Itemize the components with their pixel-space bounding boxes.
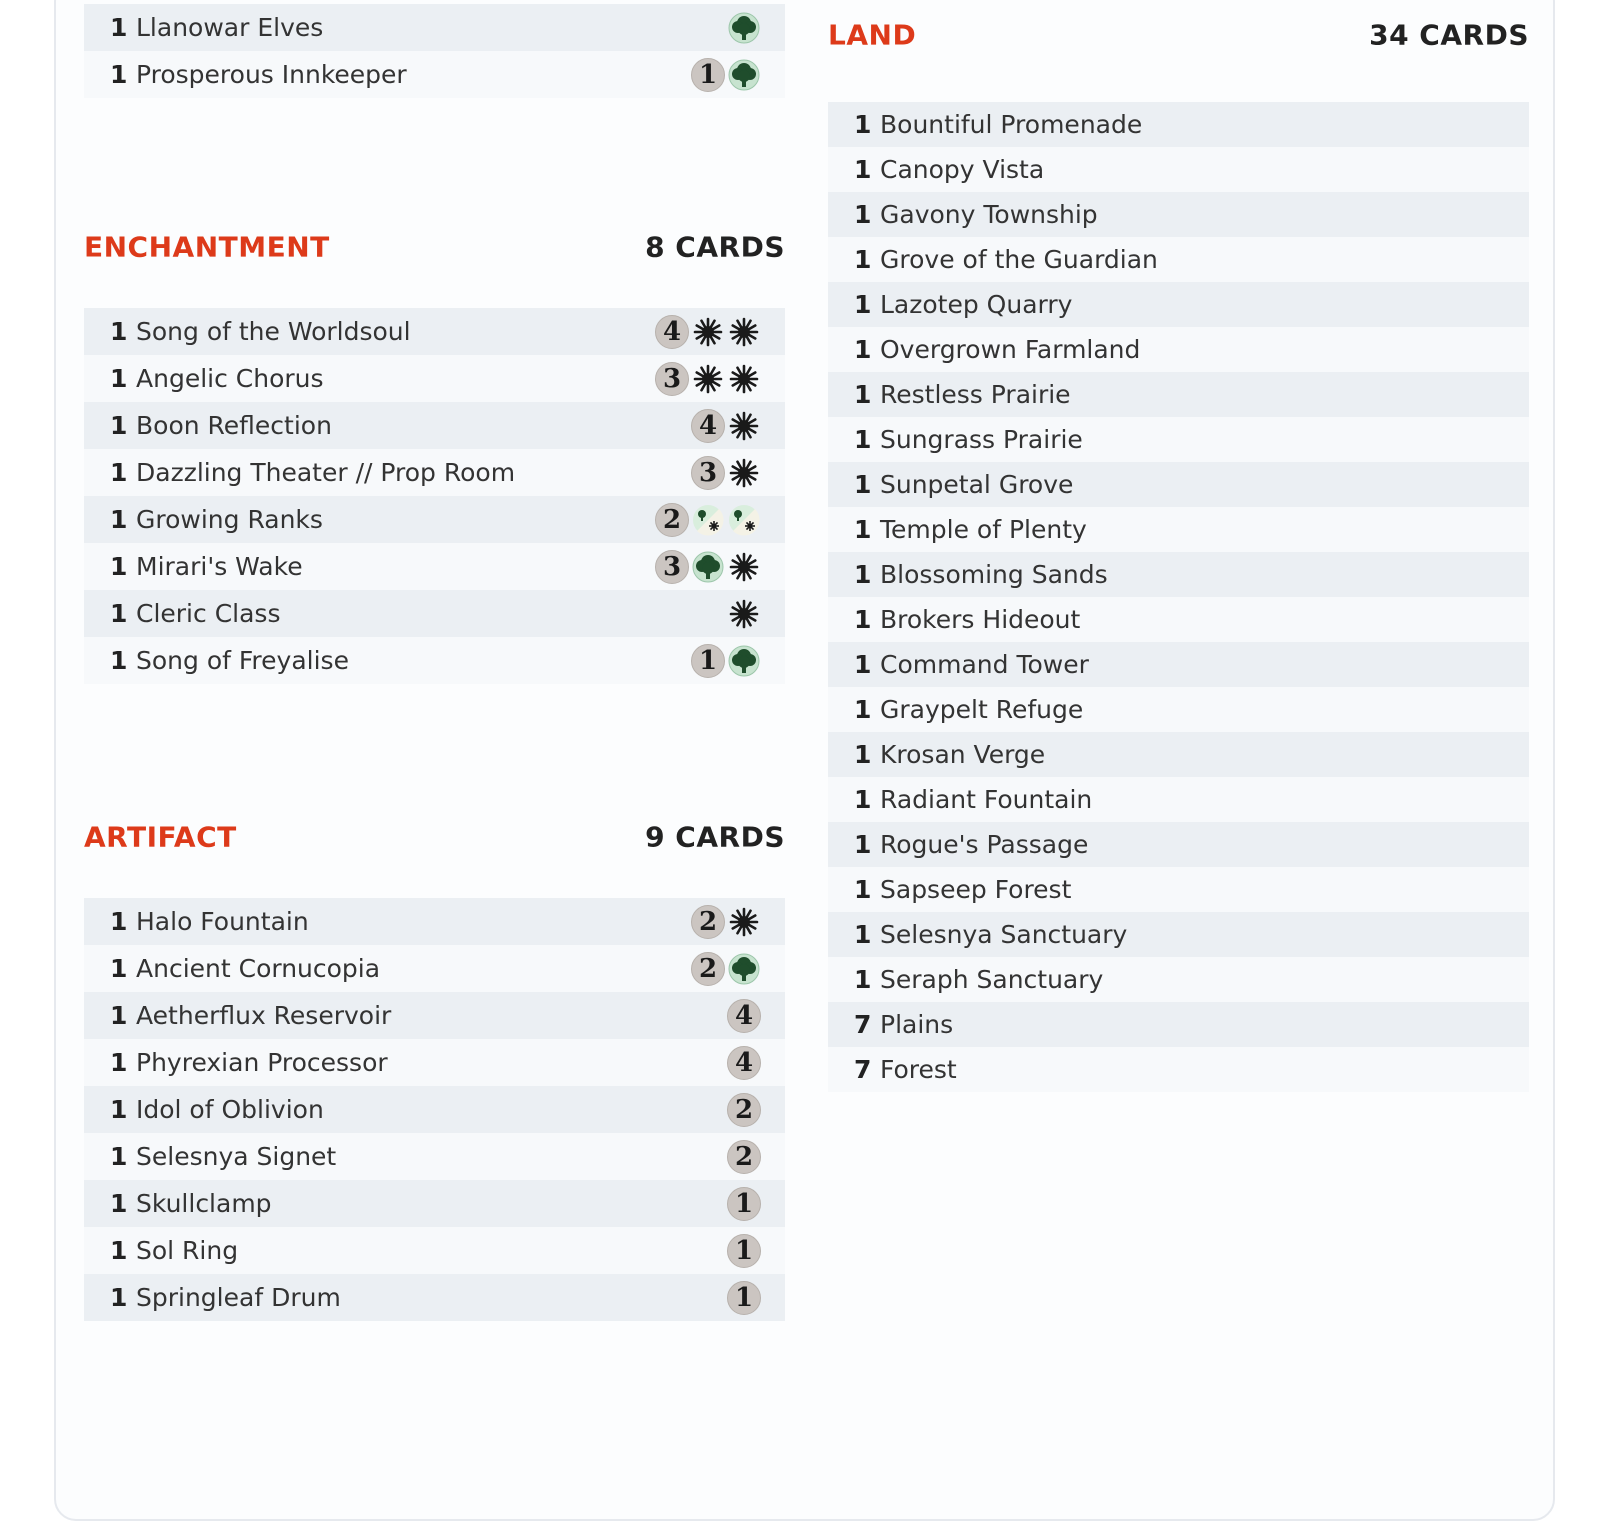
- card-quantity: 1: [854, 605, 872, 634]
- mana-cost: [691, 952, 785, 986]
- card-row[interactable]: [84, 1274, 785, 1321]
- mana-cost: [691, 644, 785, 678]
- card-quantity: 1: [854, 830, 872, 859]
- green-mana-tree-icon: [727, 58, 761, 92]
- artifact-card-list: [84, 898, 785, 1321]
- section-card-count: 9 CARDS: [645, 820, 785, 854]
- generic-mana-icon: 4: [727, 1046, 761, 1080]
- card-name[interactable]: Dazzling Theater // Prop Room: [136, 458, 516, 487]
- white-mana-sun-icon: [727, 456, 761, 490]
- generic-mana-icon: 4: [691, 409, 725, 443]
- mana-cost: [727, 1140, 785, 1174]
- card-row[interactable]: [828, 372, 1529, 417]
- mana-cost: [655, 550, 785, 584]
- card-row[interactable]: [828, 507, 1529, 552]
- mana-cost: [727, 1281, 785, 1315]
- section-card-count: 34 CARDS: [1369, 18, 1529, 52]
- card-name[interactable]: Krosan Verge: [880, 740, 1046, 769]
- card-quantity: 1: [110, 1048, 128, 1077]
- section-card-count: 8 CARDS: [645, 230, 785, 264]
- generic-mana-icon: 1: [727, 1234, 761, 1268]
- card-quantity: 1: [110, 60, 128, 89]
- card-name[interactable]: Restless Prairie: [880, 380, 1071, 409]
- card-row[interactable]: [828, 237, 1529, 282]
- card-quantity: 1: [854, 380, 872, 409]
- section-title: ENCHANTMENT: [84, 230, 330, 264]
- card-quantity: 1: [854, 470, 872, 499]
- card-quantity: 1: [110, 1001, 128, 1030]
- card-name[interactable]: Sungrass Prairie: [880, 425, 1083, 454]
- card-row[interactable]: [84, 4, 785, 51]
- card-quantity: 1: [854, 965, 872, 994]
- generic-mana-icon: 2: [727, 1093, 761, 1127]
- card-name[interactable]: Sol Ring: [136, 1236, 239, 1265]
- mana-cost: [727, 11, 785, 45]
- mana-cost: [655, 503, 785, 537]
- card-name[interactable]: Bountiful Promenade: [880, 110, 1143, 139]
- card-name[interactable]: Phyrexian Processor: [136, 1048, 388, 1077]
- generic-mana-icon: 1: [727, 1281, 761, 1315]
- card-quantity: 1: [854, 560, 872, 589]
- card-row[interactable]: [84, 898, 785, 945]
- green-white-hybrid-mana-icon: [727, 503, 761, 537]
- card-name[interactable]: Seraph Sanctuary: [880, 965, 1104, 994]
- generic-mana-icon: 3: [655, 550, 689, 584]
- card-row[interactable]: [84, 1039, 785, 1086]
- card-row[interactable]: [828, 1002, 1529, 1047]
- card-quantity: 1: [110, 505, 128, 534]
- left-column: [84, 0, 785, 1533]
- card-row[interactable]: [84, 308, 785, 355]
- card-row[interactable]: [828, 822, 1529, 867]
- card-name[interactable]: Gavony Township: [880, 200, 1098, 229]
- card-quantity: 1: [110, 599, 128, 628]
- card-name[interactable]: Mirari's Wake: [136, 552, 303, 581]
- card-row[interactable]: [828, 462, 1529, 507]
- mana-cost: [655, 315, 785, 349]
- mana-cost: [727, 1046, 785, 1080]
- creature-card-list: [84, 4, 785, 98]
- card-quantity: 1: [110, 458, 128, 487]
- card-name[interactable]: Song of Freyalise: [136, 646, 349, 675]
- section-header: [84, 212, 785, 282]
- card-name[interactable]: Idol of Oblivion: [136, 1095, 324, 1124]
- white-mana-sun-icon: [727, 597, 761, 631]
- card-quantity: 1: [110, 13, 128, 42]
- card-name[interactable]: Lazotep Quarry: [880, 290, 1073, 319]
- green-mana-tree-icon: [727, 952, 761, 986]
- card-quantity: 1: [110, 1095, 128, 1124]
- section-title: ARTIFACT: [84, 820, 237, 854]
- white-mana-sun-icon: [727, 550, 761, 584]
- card-row[interactable]: [84, 1227, 785, 1274]
- card-name[interactable]: Blossoming Sands: [880, 560, 1108, 589]
- white-mana-sun-icon: [691, 315, 725, 349]
- card-name[interactable]: Plains: [880, 1010, 954, 1039]
- card-quantity: 1: [854, 650, 872, 679]
- card-quantity: 1: [110, 1142, 128, 1171]
- card-name[interactable]: Sunpetal Grove: [880, 470, 1074, 499]
- card-name[interactable]: Canopy Vista: [880, 155, 1045, 184]
- enchantment-section: [84, 212, 785, 684]
- card-name[interactable]: Song of the Worldsoul: [136, 317, 411, 346]
- green-mana-tree-icon: [727, 644, 761, 678]
- card-row[interactable]: [828, 912, 1529, 957]
- card-row[interactable]: [828, 777, 1529, 822]
- card-quantity: 1: [854, 110, 872, 139]
- card-name[interactable]: Boon Reflection: [136, 411, 332, 440]
- mana-cost: [727, 1093, 785, 1127]
- card-quantity: 7: [854, 1010, 872, 1039]
- card-quantity: 1: [110, 1283, 128, 1312]
- generic-mana-icon: 4: [727, 999, 761, 1033]
- generic-mana-icon: 1: [691, 58, 725, 92]
- card-row[interactable]: [828, 102, 1529, 147]
- card-row[interactable]: [828, 417, 1529, 462]
- generic-mana-icon: 4: [655, 315, 689, 349]
- land-card-list: [828, 102, 1529, 1092]
- card-name[interactable]: Overgrown Farmland: [880, 335, 1141, 364]
- card-name[interactable]: Sapseep Forest: [880, 875, 1072, 904]
- card-row[interactable]: [84, 1180, 785, 1227]
- card-quantity: 1: [854, 920, 872, 949]
- card-row[interactable]: [84, 355, 785, 402]
- generic-mana-icon: 3: [691, 456, 725, 490]
- mana-cost: [727, 1187, 785, 1221]
- card-row[interactable]: [84, 1133, 785, 1180]
- card-row[interactable]: [84, 637, 785, 684]
- card-quantity: 1: [854, 740, 872, 769]
- card-row[interactable]: [828, 597, 1529, 642]
- card-name[interactable]: Halo Fountain: [136, 907, 309, 936]
- card-name[interactable]: Rogue's Passage: [880, 830, 1089, 859]
- card-name[interactable]: Growing Ranks: [136, 505, 323, 534]
- generic-mana-icon: 1: [727, 1187, 761, 1221]
- land-section: [828, 0, 1529, 1092]
- card-quantity: 1: [110, 1189, 128, 1218]
- card-name[interactable]: Cleric Class: [136, 599, 281, 628]
- card-quantity: 1: [110, 364, 128, 393]
- mana-cost: [691, 905, 785, 939]
- card-quantity: 1: [110, 954, 128, 983]
- card-row[interactable]: [84, 992, 785, 1039]
- generic-mana-icon: 2: [691, 905, 725, 939]
- card-row[interactable]: [828, 282, 1529, 327]
- card-name[interactable]: Angelic Chorus: [136, 364, 324, 393]
- creature-section-tail: [84, 4, 785, 98]
- generic-mana-icon: 2: [691, 952, 725, 986]
- right-column: [828, 0, 1529, 1533]
- card-name[interactable]: Skullclamp: [136, 1189, 272, 1218]
- card-row[interactable]: [828, 147, 1529, 192]
- card-quantity: 1: [854, 695, 872, 724]
- card-quantity: 1: [110, 552, 128, 581]
- card-row[interactable]: [84, 543, 785, 590]
- white-mana-sun-icon: [727, 409, 761, 443]
- card-row[interactable]: [828, 732, 1529, 777]
- card-row[interactable]: [828, 687, 1529, 732]
- white-mana-sun-icon: [727, 905, 761, 939]
- card-quantity: 1: [854, 290, 872, 319]
- card-row[interactable]: [828, 867, 1529, 912]
- section-title: LAND: [828, 18, 917, 52]
- card-row[interactable]: [828, 327, 1529, 372]
- card-row[interactable]: [828, 552, 1529, 597]
- card-name[interactable]: Temple of Plenty: [880, 515, 1087, 544]
- card-row[interactable]: [84, 590, 785, 637]
- card-quantity: 1: [854, 515, 872, 544]
- card-name[interactable]: Prosperous Innkeeper: [136, 60, 407, 89]
- card-row[interactable]: [828, 642, 1529, 687]
- card-name[interactable]: Llanowar Elves: [136, 13, 324, 42]
- card-quantity: 1: [110, 646, 128, 675]
- green-mana-tree-icon: [691, 550, 725, 584]
- card-row[interactable]: [84, 1086, 785, 1133]
- card-quantity: 1: [854, 245, 872, 274]
- artifact-section: [84, 802, 785, 1321]
- generic-mana-icon: 2: [727, 1140, 761, 1174]
- white-mana-sun-icon: [727, 315, 761, 349]
- card-name[interactable]: Command Tower: [880, 650, 1089, 679]
- generic-mana-icon: 2: [655, 503, 689, 537]
- white-mana-sun-icon: [691, 362, 725, 396]
- card-quantity: 1: [110, 411, 128, 440]
- card-row[interactable]: [84, 402, 785, 449]
- card-row[interactable]: [84, 945, 785, 992]
- card-quantity: 7: [854, 1055, 872, 1084]
- mana-cost: [691, 456, 785, 490]
- card-name[interactable]: Radiant Fountain: [880, 785, 1093, 814]
- card-name[interactable]: Forest: [880, 1055, 957, 1084]
- card-name[interactable]: Selesnya Signet: [136, 1142, 337, 1171]
- card-quantity: 1: [854, 785, 872, 814]
- card-row[interactable]: [84, 51, 785, 98]
- card-quantity: 1: [854, 335, 872, 364]
- mana-cost: [691, 409, 785, 443]
- mana-cost: [727, 1234, 785, 1268]
- card-quantity: 1: [854, 875, 872, 904]
- enchantment-card-list: [84, 308, 785, 684]
- card-row[interactable]: [84, 449, 785, 496]
- card-name[interactable]: Brokers Hideout: [880, 605, 1081, 634]
- card-name[interactable]: Springleaf Drum: [136, 1283, 341, 1312]
- section-header: [828, 0, 1529, 70]
- card-quantity: 1: [110, 907, 128, 936]
- card-quantity: 1: [110, 317, 128, 346]
- card-row[interactable]: [828, 1047, 1529, 1092]
- green-mana-tree-icon: [727, 11, 761, 45]
- card-row[interactable]: [828, 192, 1529, 237]
- mana-cost: [691, 58, 785, 92]
- mana-cost: [727, 999, 785, 1033]
- card-quantity: 1: [854, 200, 872, 229]
- card-name[interactable]: Aetherflux Reservoir: [136, 1001, 392, 1030]
- generic-mana-icon: 3: [655, 362, 689, 396]
- card-row[interactable]: [84, 496, 785, 543]
- card-name[interactable]: Ancient Cornucopia: [136, 954, 381, 983]
- card-quantity: 1: [854, 155, 872, 184]
- generic-mana-icon: 1: [691, 644, 725, 678]
- green-white-hybrid-mana-icon: [691, 503, 725, 537]
- card-name[interactable]: Grove of the Guardian: [880, 245, 1158, 274]
- section-header: [84, 802, 785, 872]
- white-mana-sun-icon: [727, 362, 761, 396]
- mana-cost: [727, 597, 785, 631]
- card-quantity: 1: [110, 1236, 128, 1265]
- card-name[interactable]: Graypelt Refuge: [880, 695, 1084, 724]
- mana-cost: [655, 362, 785, 396]
- card-quantity: 1: [854, 425, 872, 454]
- card-row[interactable]: [828, 957, 1529, 1002]
- card-name[interactable]: Selesnya Sanctuary: [880, 920, 1128, 949]
